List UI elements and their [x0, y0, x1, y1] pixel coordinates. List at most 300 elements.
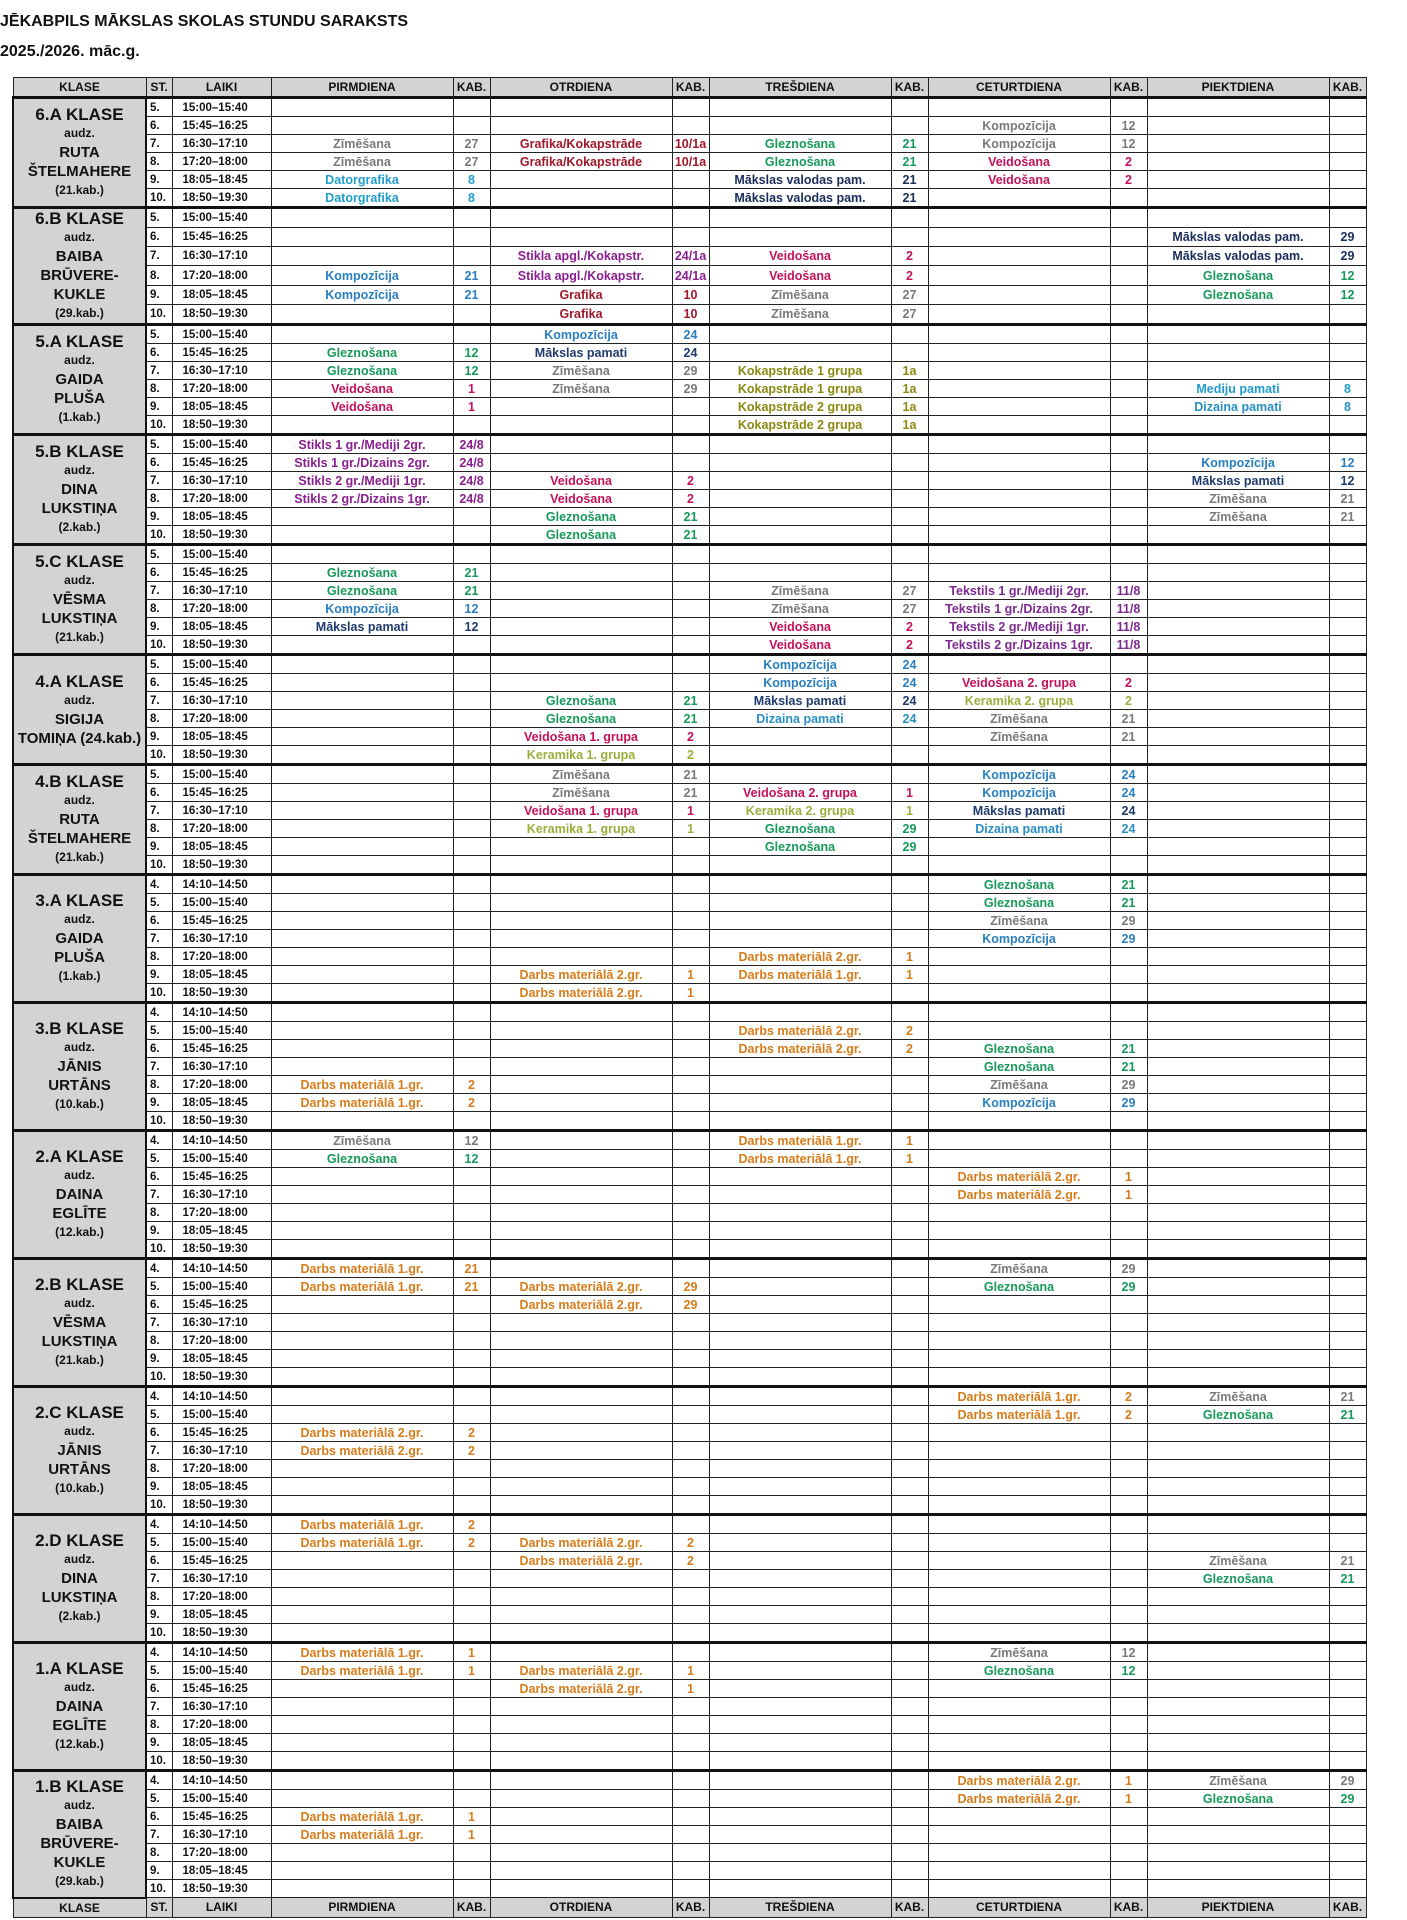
room-cell-otr: 21 [672, 692, 709, 710]
lesson-time: 17:20–18:00 [172, 380, 271, 398]
teacher-name: BAIBA [55, 248, 104, 265]
room-cell-pir [453, 325, 490, 344]
subject-cell-tre: Darbs materiālā 1.gr. [709, 1131, 891, 1150]
subject-cell-pie [1147, 1478, 1329, 1496]
room-cell-pie: 12 [1329, 266, 1366, 285]
lesson-number: 10. [146, 416, 172, 435]
room-cell-pie: 21 [1329, 508, 1366, 526]
room-cell-tre: 27 [891, 600, 928, 618]
room-cell-pie [1329, 1003, 1366, 1022]
subject-cell-pie: Zīmēšana [1147, 1552, 1329, 1570]
lesson-time: 15:00–15:40 [172, 1150, 271, 1168]
subject-cell-cet [928, 838, 1110, 856]
lesson-time: 15:45–16:25 [172, 784, 271, 802]
room-cell-tre: 2 [891, 636, 928, 655]
room-cell-cet: 12 [1110, 117, 1147, 135]
room-cell-pir: 12 [453, 600, 490, 618]
room-cell-otr: 29 [672, 1278, 709, 1296]
subject-cell-tre [709, 435, 891, 454]
lesson-number: 4. [146, 1515, 172, 1534]
subject-cell-tre [709, 1094, 891, 1112]
table-row [13, 1570, 1366, 1588]
lesson-number: 8. [146, 380, 172, 398]
room-cell-cet: 12 [1110, 1643, 1147, 1662]
subject-cell-cet [928, 545, 1110, 564]
subject-cell-pie [1147, 362, 1329, 380]
column-header: KAB. [1110, 78, 1147, 98]
lesson-time: 18:05–18:45 [172, 728, 271, 746]
subject-cell-pir [271, 1752, 453, 1771]
subject-cell-tre: Kokapstrāde 1 grupa [709, 380, 891, 398]
room-cell-cet: 21 [1110, 1040, 1147, 1058]
subject-cell-pie [1147, 1278, 1329, 1296]
room-cell-pir [453, 1240, 490, 1259]
room-cell-pir: 8 [453, 171, 490, 189]
lesson-time: 14:10–14:50 [172, 1771, 271, 1790]
subject-cell-otr: Grafika/Kokapstrāde [490, 153, 672, 171]
subject-cell-pie [1147, 1022, 1329, 1040]
class-name: 5.B KLASE [35, 442, 124, 461]
lesson-time: 18:05–18:45 [172, 1606, 271, 1624]
room-cell-pir: 21 [453, 1259, 490, 1278]
teacher-name: EGLĪTE [52, 1717, 107, 1734]
subject-cell-pir [271, 1003, 453, 1022]
subject-cell-tre [709, 508, 891, 526]
subject-cell-pie [1147, 1534, 1329, 1552]
subject-cell-tre [709, 1880, 891, 1898]
subject-cell-pir [271, 728, 453, 746]
room-cell-pie [1329, 1040, 1366, 1058]
room-cell-tre [891, 1296, 928, 1314]
lesson-number: 6. [146, 1168, 172, 1186]
subject-cell-cet [928, 1222, 1110, 1240]
room-cell-tre [891, 1771, 928, 1790]
teacher-name: VĒSMA [52, 591, 107, 608]
room-cell-otr: 24/1a [672, 266, 709, 285]
lesson-number: 5. [146, 98, 172, 117]
room-cell-otr [672, 1424, 709, 1442]
room-cell-cet [1110, 1752, 1147, 1771]
subject-cell-pir [271, 1588, 453, 1606]
room-cell-otr [672, 1150, 709, 1168]
lesson-number: 5. [146, 208, 172, 228]
room-cell-pie [1329, 894, 1366, 912]
subject-cell-cet [928, 1296, 1110, 1314]
table-row [13, 1734, 1366, 1752]
subject-cell-pir: Darbs materiālā 1.gr. [271, 1826, 453, 1844]
subject-cell-cet: Kompozīcija [928, 1094, 1110, 1112]
room-cell-otr [672, 1259, 709, 1278]
room-cell-cet [1110, 1808, 1147, 1826]
room-cell-pie: 12 [1329, 472, 1366, 490]
room-cell-otr [672, 171, 709, 189]
lesson-time: 14:10–14:50 [172, 875, 271, 894]
teacher-name: DAINA [55, 1698, 104, 1715]
lesson-number: 7. [146, 247, 172, 266]
subject-cell-cet [928, 189, 1110, 208]
room-cell-otr [672, 1478, 709, 1496]
lesson-number: 7. [146, 1058, 172, 1076]
subject-cell-pir: Stikls 2 gr./Mediji 1gr. [271, 472, 453, 490]
teacher-name: ŠTELMAHERE [27, 163, 132, 180]
subject-cell-otr: Zīmēšana [490, 362, 672, 380]
teacher-name: ŠTELMAHERE [27, 830, 132, 847]
room-cell-otr: 29 [672, 380, 709, 398]
room-cell-tre [891, 208, 928, 228]
teacher-name: GAIDA [55, 371, 104, 388]
table-row [13, 1424, 1366, 1442]
room-cell-pie [1329, 655, 1366, 674]
subject-cell-pir: Mākslas pamati [271, 618, 453, 636]
room-cell-pir [453, 1552, 490, 1570]
room-cell-pir [453, 1680, 490, 1698]
subject-cell-otr [490, 228, 672, 247]
subject-cell-pie [1147, 344, 1329, 362]
room-cell-cet [1110, 1534, 1147, 1552]
room-cell-pir: 1 [453, 398, 490, 416]
subject-cell-otr [490, 454, 672, 472]
lesson-number: 7. [146, 1570, 172, 1588]
subject-cell-cet: Kompozīcija [928, 784, 1110, 802]
room-cell-otr [672, 1624, 709, 1643]
subject-cell-tre [709, 1515, 891, 1534]
subject-cell-tre: Zīmēšana [709, 600, 891, 618]
lesson-time: 18:05–18:45 [172, 966, 271, 984]
subject-cell-cet [928, 435, 1110, 454]
table-row [13, 1003, 1366, 1022]
room-cell-cet [1110, 564, 1147, 582]
subject-cell-pie: Gleznošana [1147, 266, 1329, 285]
lesson-time: 18:05–18:45 [172, 285, 271, 304]
room-cell-otr: 29 [672, 362, 709, 380]
subject-cell-cet [928, 746, 1110, 765]
subject-cell-pir: Zīmēšana [271, 1131, 453, 1150]
subject-cell-otr: Darbs materiālā 2.gr. [490, 1278, 672, 1296]
room-cell-otr [672, 1387, 709, 1406]
room-cell-cet: 1 [1110, 1771, 1147, 1790]
subject-cell-tre [709, 984, 891, 1003]
subject-cell-pie [1147, 1862, 1329, 1880]
subject-cell-pir: Gleznošana [271, 564, 453, 582]
subject-cell-otr [490, 1350, 672, 1368]
room-cell-pir [453, 784, 490, 802]
room-cell-cet [1110, 508, 1147, 526]
room-cell-tre: 1 [891, 784, 928, 802]
room-cell-tre [891, 1168, 928, 1186]
room-cell-pie: 21 [1329, 1552, 1366, 1570]
teacher-label: audz. [64, 463, 95, 477]
table-row [13, 1332, 1366, 1350]
room-cell-pie [1329, 1662, 1366, 1680]
class-room: (1.kab.) [58, 969, 101, 983]
teacher-name: GAIDA [55, 930, 104, 947]
table-row [13, 1368, 1366, 1387]
subject-cell-cet [928, 285, 1110, 304]
subject-cell-otr [490, 600, 672, 618]
page-title: JĒKABPILS MĀKSLAS SKOLAS STUNDU SARAKSTS [0, 13, 409, 30]
subject-cell-pir [271, 1040, 453, 1058]
subject-cell-otr: Stikla apgl./Kokapstr. [490, 266, 672, 285]
subject-cell-pir [271, 1771, 453, 1790]
room-cell-pir [453, 1387, 490, 1406]
table-row [13, 171, 1366, 189]
subject-cell-pir [271, 1387, 453, 1406]
subject-cell-otr [490, 1880, 672, 1898]
lesson-number: 10. [146, 746, 172, 765]
table-row [13, 838, 1366, 856]
subject-cell-cet: Tekstils 1 gr./Mediji 2gr. [928, 582, 1110, 600]
lesson-time: 15:45–16:25 [172, 1808, 271, 1826]
room-cell-tre [891, 1844, 928, 1862]
subject-cell-pie [1147, 582, 1329, 600]
room-cell-pie [1329, 189, 1366, 208]
room-cell-tre: 1 [891, 948, 928, 966]
room-cell-cet [1110, 1150, 1147, 1168]
subject-cell-otr [490, 1698, 672, 1716]
room-cell-otr [672, 208, 709, 228]
room-cell-otr [672, 1515, 709, 1534]
room-cell-tre [891, 1460, 928, 1478]
lesson-time: 17:20–18:00 [172, 1204, 271, 1222]
teacher-label: audz. [64, 1798, 95, 1813]
class-room: (29.kab.) [55, 306, 104, 320]
subject-cell-pie [1147, 1808, 1329, 1826]
subject-cell-otr: Mākslas pamati [490, 344, 672, 362]
room-cell-otr [672, 416, 709, 435]
subject-cell-tre: Veidošana [709, 266, 891, 285]
room-cell-otr [672, 636, 709, 655]
subject-cell-pir [271, 1880, 453, 1898]
room-cell-pie [1329, 1368, 1366, 1387]
subject-cell-cet: Gleznošana [928, 1278, 1110, 1296]
subject-cell-tre [709, 545, 891, 564]
room-cell-otr [672, 1368, 709, 1387]
lesson-time: 15:45–16:25 [172, 1168, 271, 1186]
room-cell-pie [1329, 674, 1366, 692]
lesson-time: 18:05–18:45 [172, 171, 271, 189]
room-cell-otr: 24/1a [672, 247, 709, 266]
lesson-time: 18:05–18:45 [172, 398, 271, 416]
lesson-number: 6. [146, 1808, 172, 1826]
lesson-time: 15:00–15:40 [172, 98, 271, 117]
subject-cell-pie [1147, 1460, 1329, 1478]
room-cell-pie [1329, 1680, 1366, 1698]
room-cell-tre [891, 894, 928, 912]
room-cell-pir [453, 1460, 490, 1478]
room-cell-pir [453, 674, 490, 692]
subject-cell-cet: Kompozīcija [928, 117, 1110, 135]
subject-cell-pir [271, 1112, 453, 1131]
subject-cell-pie: Gleznošana [1147, 1790, 1329, 1808]
column-header: KLASE [13, 78, 146, 98]
room-cell-otr [672, 948, 709, 966]
room-cell-tre: 1a [891, 416, 928, 435]
lesson-number: 8. [146, 490, 172, 508]
table-row [13, 1350, 1366, 1368]
subject-cell-pir [271, 247, 453, 266]
room-cell-pir [453, 820, 490, 838]
lesson-number: 8. [146, 1588, 172, 1606]
column-header: TREŠDIENA [709, 1898, 891, 1918]
room-cell-cet: 11/8 [1110, 600, 1147, 618]
lesson-time: 18:50–19:30 [172, 1240, 271, 1259]
teacher-label: audz. [64, 793, 95, 807]
subject-cell-tre: Zīmēšana [709, 304, 891, 324]
subject-cell-pie [1147, 1515, 1329, 1534]
room-cell-cet: 2 [1110, 171, 1147, 189]
subject-cell-pir [271, 545, 453, 564]
teacher-name: LUKSTIŅA [41, 1333, 118, 1350]
column-header: KAB. [1329, 1898, 1366, 1918]
subject-cell-pie [1147, 416, 1329, 435]
lesson-number: 10. [146, 1368, 172, 1387]
subject-cell-otr [490, 1406, 672, 1424]
room-cell-tre: 27 [891, 285, 928, 304]
room-cell-pir [453, 1734, 490, 1752]
subject-cell-pie [1147, 1314, 1329, 1332]
lesson-number: 9. [146, 285, 172, 304]
table-row [13, 618, 1366, 636]
lesson-time: 17:20–18:00 [172, 820, 271, 838]
class-name: 2.D KLASE [35, 1531, 124, 1550]
subject-cell-pie [1147, 1222, 1329, 1240]
subject-cell-pie [1147, 1350, 1329, 1368]
subject-cell-pir [271, 1168, 453, 1186]
subject-cell-cet [928, 344, 1110, 362]
subject-cell-pir [271, 856, 453, 875]
subject-cell-otr [490, 98, 672, 117]
room-cell-otr [672, 454, 709, 472]
lesson-time: 18:50–19:30 [172, 636, 271, 655]
subject-cell-otr [490, 1150, 672, 1168]
room-cell-tre: 21 [891, 135, 928, 153]
column-header: CETURTDIENA [928, 1898, 1110, 1918]
column-header: KAB. [1329, 78, 1366, 98]
lesson-time: 15:45–16:25 [172, 1296, 271, 1314]
room-cell-pie [1329, 948, 1366, 966]
room-cell-cet [1110, 948, 1147, 966]
subject-cell-pir [271, 1496, 453, 1515]
room-cell-otr: 2 [672, 490, 709, 508]
room-cell-otr [672, 228, 709, 247]
room-cell-pie [1329, 1698, 1366, 1716]
room-cell-tre [891, 1387, 928, 1406]
subject-cell-cet [928, 1862, 1110, 1880]
column-header: PIEKTDIENA [1147, 78, 1329, 98]
teacher-name: KUKLE [53, 286, 106, 303]
room-cell-cet [1110, 1332, 1147, 1350]
class-name: 4.A KLASE [35, 671, 124, 691]
room-cell-cet [1110, 1716, 1147, 1734]
subject-cell-pie [1147, 710, 1329, 728]
lesson-number: 10. [146, 1240, 172, 1259]
subject-cell-tre: Darbs materiālā 2.gr. [709, 1040, 891, 1058]
subject-cell-pir [271, 1368, 453, 1387]
subject-cell-otr: Darbs materiālā 2.gr. [490, 1534, 672, 1552]
subject-cell-tre [709, 1698, 891, 1716]
subject-cell-cet: Tekstils 1 gr./Dizains 2gr. [928, 600, 1110, 618]
subject-cell-pir [271, 1552, 453, 1570]
subject-cell-tre [709, 1259, 891, 1278]
room-cell-tre [891, 1515, 928, 1534]
room-cell-cet [1110, 325, 1147, 344]
table-row [13, 1040, 1366, 1058]
subject-cell-pir [271, 1734, 453, 1752]
teacher-label: audz. [64, 1552, 95, 1566]
subject-cell-pir: Stikls 1 gr./Mediji 2gr. [271, 435, 453, 454]
subject-cell-cet [928, 362, 1110, 380]
subject-cell-cet [928, 1515, 1110, 1534]
subject-cell-cet: Tekstils 2 gr./Mediji 1gr. [928, 618, 1110, 636]
subject-cell-otr: Gleznošana [490, 526, 672, 545]
room-cell-cet: 2 [1110, 1387, 1147, 1406]
table-row [13, 344, 1366, 362]
subject-cell-pir [271, 1460, 453, 1478]
subject-cell-otr [490, 582, 672, 600]
lesson-number: 5. [146, 655, 172, 674]
lesson-number: 9. [146, 618, 172, 636]
lesson-time: 18:05–18:45 [172, 1350, 271, 1368]
subject-cell-cet [928, 1588, 1110, 1606]
table-row [13, 325, 1366, 344]
subject-cell-otr: Kompozīcija [490, 325, 672, 344]
column-header: OTRDIENA [490, 78, 672, 98]
subject-cell-cet [928, 1570, 1110, 1588]
subject-cell-pir [271, 1844, 453, 1862]
lesson-time: 17:20–18:00 [172, 490, 271, 508]
lesson-number: 7. [146, 692, 172, 710]
subject-cell-tre [709, 856, 891, 875]
table-row [13, 1058, 1366, 1076]
lesson-time: 18:50–19:30 [172, 984, 271, 1003]
subject-cell-tre [709, 1442, 891, 1460]
room-cell-pir [453, 117, 490, 135]
class-cell [13, 1771, 146, 1898]
subject-cell-pie [1147, 1131, 1329, 1150]
room-cell-cet: 11/8 [1110, 636, 1147, 655]
room-cell-pir [453, 1771, 490, 1790]
subject-cell-tre [709, 228, 891, 247]
subject-cell-otr: Darbs materiālā 2.gr. [490, 1296, 672, 1314]
subject-cell-otr [490, 208, 672, 228]
teacher-name: LUKSTIŅA [41, 610, 118, 627]
class-room: (12.kab.) [55, 1737, 104, 1751]
room-cell-otr [672, 1350, 709, 1368]
room-cell-pir [453, 228, 490, 247]
room-cell-pie [1329, 875, 1366, 894]
room-cell-pie: 29 [1329, 1771, 1366, 1790]
lesson-time: 15:45–16:25 [172, 117, 271, 135]
room-cell-pir [453, 838, 490, 856]
subject-cell-cet: Veidošana 2. grupa [928, 674, 1110, 692]
room-cell-pie [1329, 984, 1366, 1003]
subject-cell-tre [709, 1478, 891, 1496]
table-row [13, 1112, 1366, 1131]
room-cell-otr: 10 [672, 285, 709, 304]
lesson-number: 6. [146, 1424, 172, 1442]
subject-cell-pie: Gleznošana [1147, 1406, 1329, 1424]
subject-cell-cet [928, 1424, 1110, 1442]
lesson-time: 15:45–16:25 [172, 674, 271, 692]
room-cell-pie [1329, 1844, 1366, 1862]
subject-cell-pie [1147, 1186, 1329, 1204]
room-cell-tre [891, 1588, 928, 1606]
room-cell-tre [891, 1643, 928, 1662]
room-cell-pir: 24/8 [453, 454, 490, 472]
room-cell-cet [1110, 1240, 1147, 1259]
subject-cell-otr: Grafika [490, 285, 672, 304]
room-cell-cet: 29 [1110, 1076, 1147, 1094]
